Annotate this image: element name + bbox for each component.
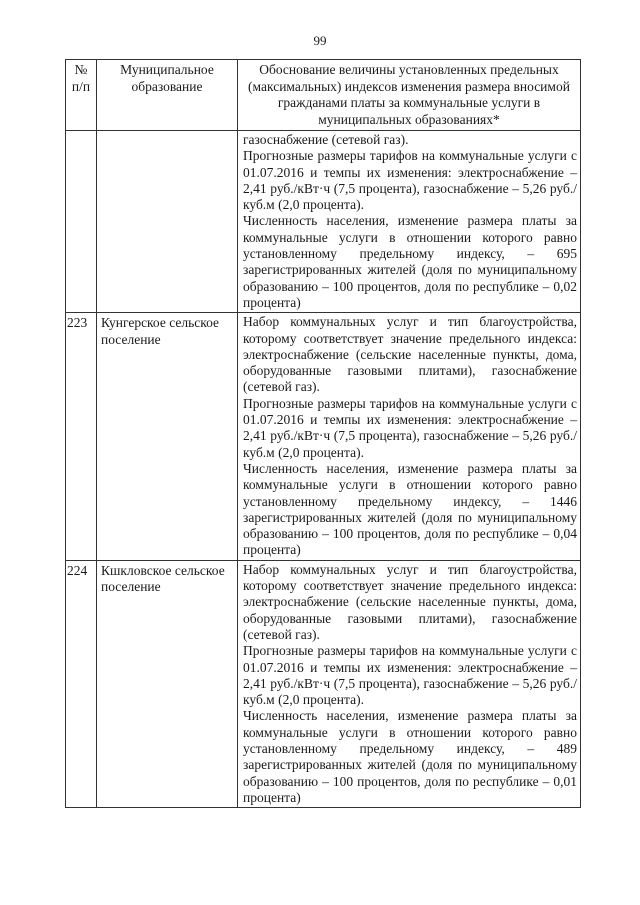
- row-municipality: Кунгерское сельское поселение: [97, 313, 238, 560]
- table-row: [66, 131, 581, 313]
- header-num: № п/п: [66, 60, 97, 131]
- table-row: [66, 313, 581, 560]
- row-justification: [238, 560, 581, 807]
- row-municipality: Кшкловское сельское поселение: [97, 560, 238, 807]
- row-municipality: [97, 131, 238, 313]
- paragraph: Прогнозные размеры тарифов на коммунальные услуги с 01.07.2016 и темпы их изменения: электроснабжение – 2,41 руб./кВт·ч (7,5 процента), газоснабжение – 5,26 руб./куб.м (2,0 процента).: [243, 148, 577, 213]
- header-justification: Обоснование величины установленных предельных (максимальных) индексов изменения размера вносимой гражданами платы за коммунальные услуги в муниципальных образованиях*: [238, 60, 581, 131]
- paragraph: Численность населения, изменение размера платы за коммунальные услуги в отношении которого равно установленному предельному индексу, – 1446 зарегистрированных жителей (доля по муниципальному образованию – 100 процентов, доля по республике – 0,04 процента): [243, 460, 577, 558]
- table-header-row: [66, 60, 581, 131]
- row-number: 224: [66, 560, 97, 807]
- paragraph: Набор коммунальных услуг и тип благоустройства, которому соответствует значение предельного индекса: электроснабжение (сельские населенные пункты, дома, оборудованные газовыми плитами), газоснабжение (сетевой газ).: [243, 561, 577, 642]
- paragraph: Численность населения, изменение размера платы за коммунальные услуги в отношении которого равно установленному предельному индексу, – 695 зарегистрированных жителей (доля по муниципальному образованию – 100 процентов, доля по республике – 0,02 процента): [243, 213, 577, 310]
- header-municipality: Муниципальное образование: [97, 60, 238, 131]
- page-number: 99: [313, 33, 327, 48]
- tariff-table: [65, 59, 581, 808]
- row-justification: [238, 313, 581, 560]
- paragraph: Набор коммунальных услуг и тип благоустройства, которому соответствует значение предельного индекса: электроснабжение (сельские населенные пункты, дома, оборудованные газовыми плитами), газоснабжение (сетевой газ).: [243, 314, 577, 395]
- row-number: [66, 131, 97, 313]
- row-number: 223: [66, 313, 97, 560]
- row-justification: [238, 131, 581, 313]
- paragraph: Численность населения, изменение размера платы за коммунальные услуги в отношении которого равно установленному предельному индексу, – 489 зарегистрированных жителей (доля по муниципальному образованию – 100 процентов, доля по республике – 0,01 процента): [243, 708, 577, 805]
- paragraph: Прогнозные размеры тарифов на коммунальные услуги с 01.07.2016 и темпы их изменения: электроснабжение – 2,41 руб./кВт·ч (7,5 процента), газоснабжение – 5,26 руб./куб.м (2,0 процента).: [243, 643, 577, 708]
- paragraph: Прогнозные размеры тарифов на коммунальные услуги с 01.07.2016 и темпы их изменения: электроснабжение – 2,41 руб./кВт·ч (7,5 процента), газоснабжение – 5,26 руб./куб.м (2,0 процента).: [243, 395, 577, 460]
- paragraph: газоснабжение (сетевой газ).: [243, 132, 409, 147]
- table-row: [66, 560, 581, 807]
